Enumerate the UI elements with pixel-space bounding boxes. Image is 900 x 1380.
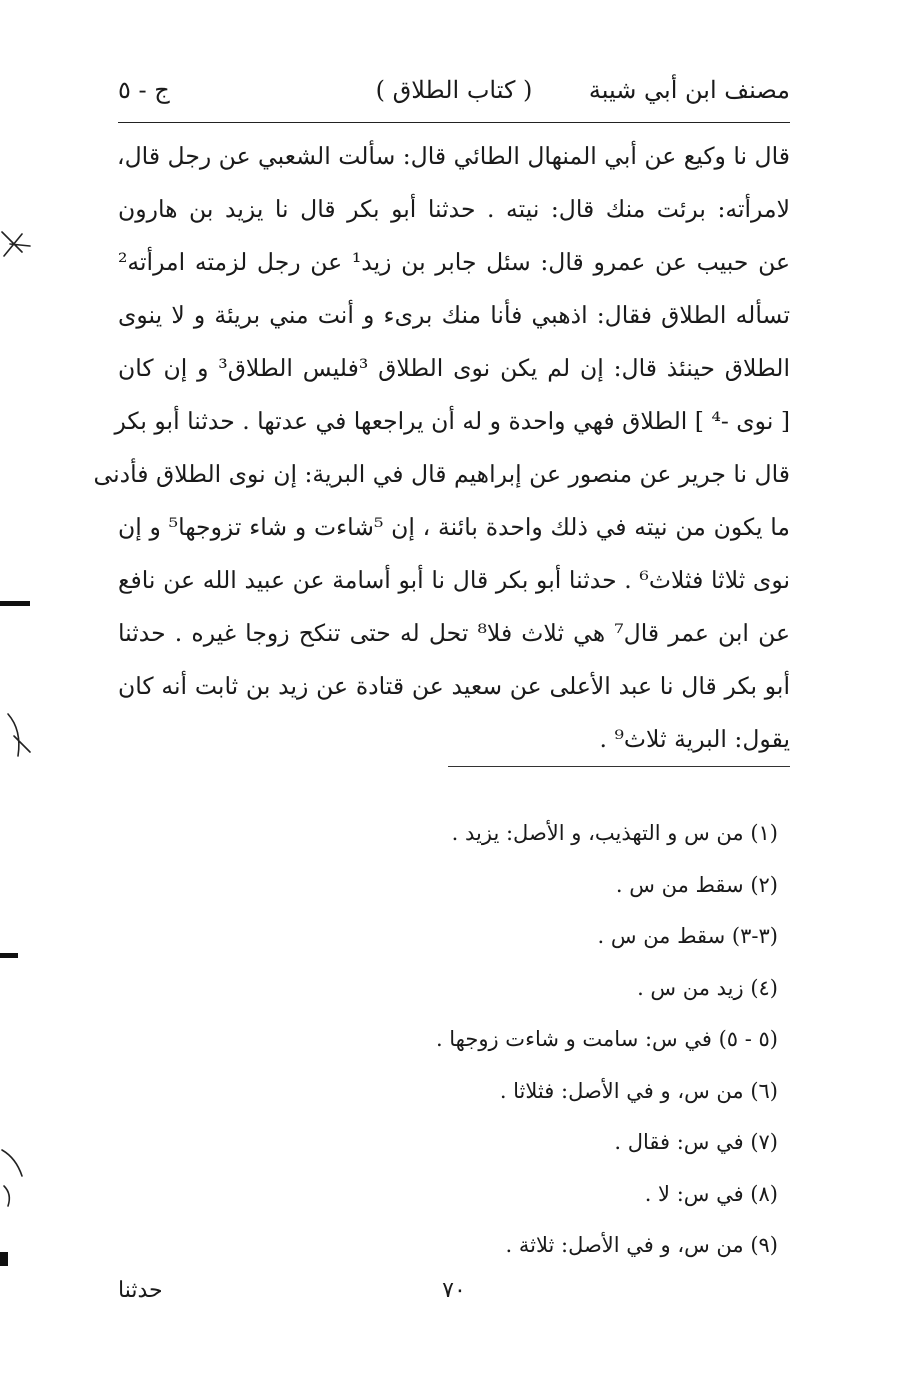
text-line: يقول: البرية ثلاث⁹ .: [599, 725, 790, 753]
scan-speck: [0, 1252, 8, 1266]
footnote: (٣-٣) سقط من س .: [597, 924, 778, 948]
scan-edge-marks: [0, 0, 40, 1380]
footnote: (٢) سقط من س .: [615, 872, 778, 897]
text-line: الطلاق حينئذ قال: إن لم يكن نوى الطلاق ³فليس الطلاق³ و إن كان: [118, 354, 791, 382]
header-chapter-title: ( كتاب الطلاق ): [375, 76, 533, 104]
text-line: [ نوى -⁴ ] الطلاق فهي واحدة و له أن يراجعها في عدتها . حدثنا أبو بكر: [114, 407, 790, 435]
catchword: حدثنا: [118, 1278, 163, 1303]
scan-speck: [8, 714, 30, 756]
footnote: (٧) في س: فقال .: [614, 1130, 778, 1154]
text-line: عن ابن عمر قال⁷ هي ثلاث فلا⁸ تحل له حتى تنكح زوجا غيره . حدثنا: [118, 619, 790, 647]
footnote: (٩) من س، و في الأصل: ثلاثة .: [505, 1233, 778, 1257]
footnote: (٨) في س: لا .: [644, 1181, 778, 1206]
footnote-divider: [448, 766, 790, 767]
text-line: ما يكون من نيته في ذلك واحدة بائنة ، إن ⁵شاءت و شاء تزوجها⁵ و إن: [118, 513, 790, 541]
page-number: ٧٠: [442, 1278, 466, 1303]
footnote: (١) من س و التهذيب، و الأصل: يزيد .: [451, 821, 778, 845]
text-line: قال نا وكيع عن أبي المنهال الطائي قال: سألت الشعبي عن رجل قال،: [117, 142, 790, 170]
text-line: لامرأته: برئت منك قال: نيته . حدثنا أبو بكر قال نا يزيد بن هارون: [118, 195, 790, 223]
text-line: أبو بكر قال نا عبد الأعلى عن سعيد عن قتادة عن زيد بن ثابت أنه كان: [118, 672, 790, 700]
scan-speck: [0, 953, 18, 958]
footnote: (٥ - ٥) في س: سامت و شاءت زوجها .: [435, 1027, 778, 1051]
header-volume: ج - ٥: [118, 76, 170, 104]
running-header: [118, 72, 790, 112]
text-line: عن حبيب عن عمرو قال: سئل جابر بن زيد¹ عن رجل لزمته امرأته²: [118, 248, 790, 276]
footnote: (٦) من س، و في الأصل: فثلاثا .: [499, 1078, 778, 1103]
page-footer: [118, 1273, 790, 1313]
text-line: نوى ثلاثا فثلاث⁶ . حدثنا أبو بكر قال نا أبو أسامة عن عبيد الله عن نافع: [118, 566, 791, 594]
footnote: (٤) زيد من س .: [637, 975, 778, 1000]
header-book-title: مصنف ابن أبي شيبة: [588, 76, 790, 104]
footnotes: [118, 808, 778, 1272]
scan-speck: [2, 1150, 22, 1206]
scan-speck: [0, 601, 30, 606]
scan-speck: [2, 232, 30, 256]
main-text: [93, 130, 791, 766]
header-divider: [118, 122, 790, 123]
text-line: قال نا جرير عن منصور عن إبراهيم قال في البرية: إن نوى الطلاق فأدنى: [93, 460, 790, 488]
text-line: تسأله الطلاق فقال: اذهبي فأنا منك برىء و أنت مني بريئة و لا ينوى: [118, 301, 790, 329]
